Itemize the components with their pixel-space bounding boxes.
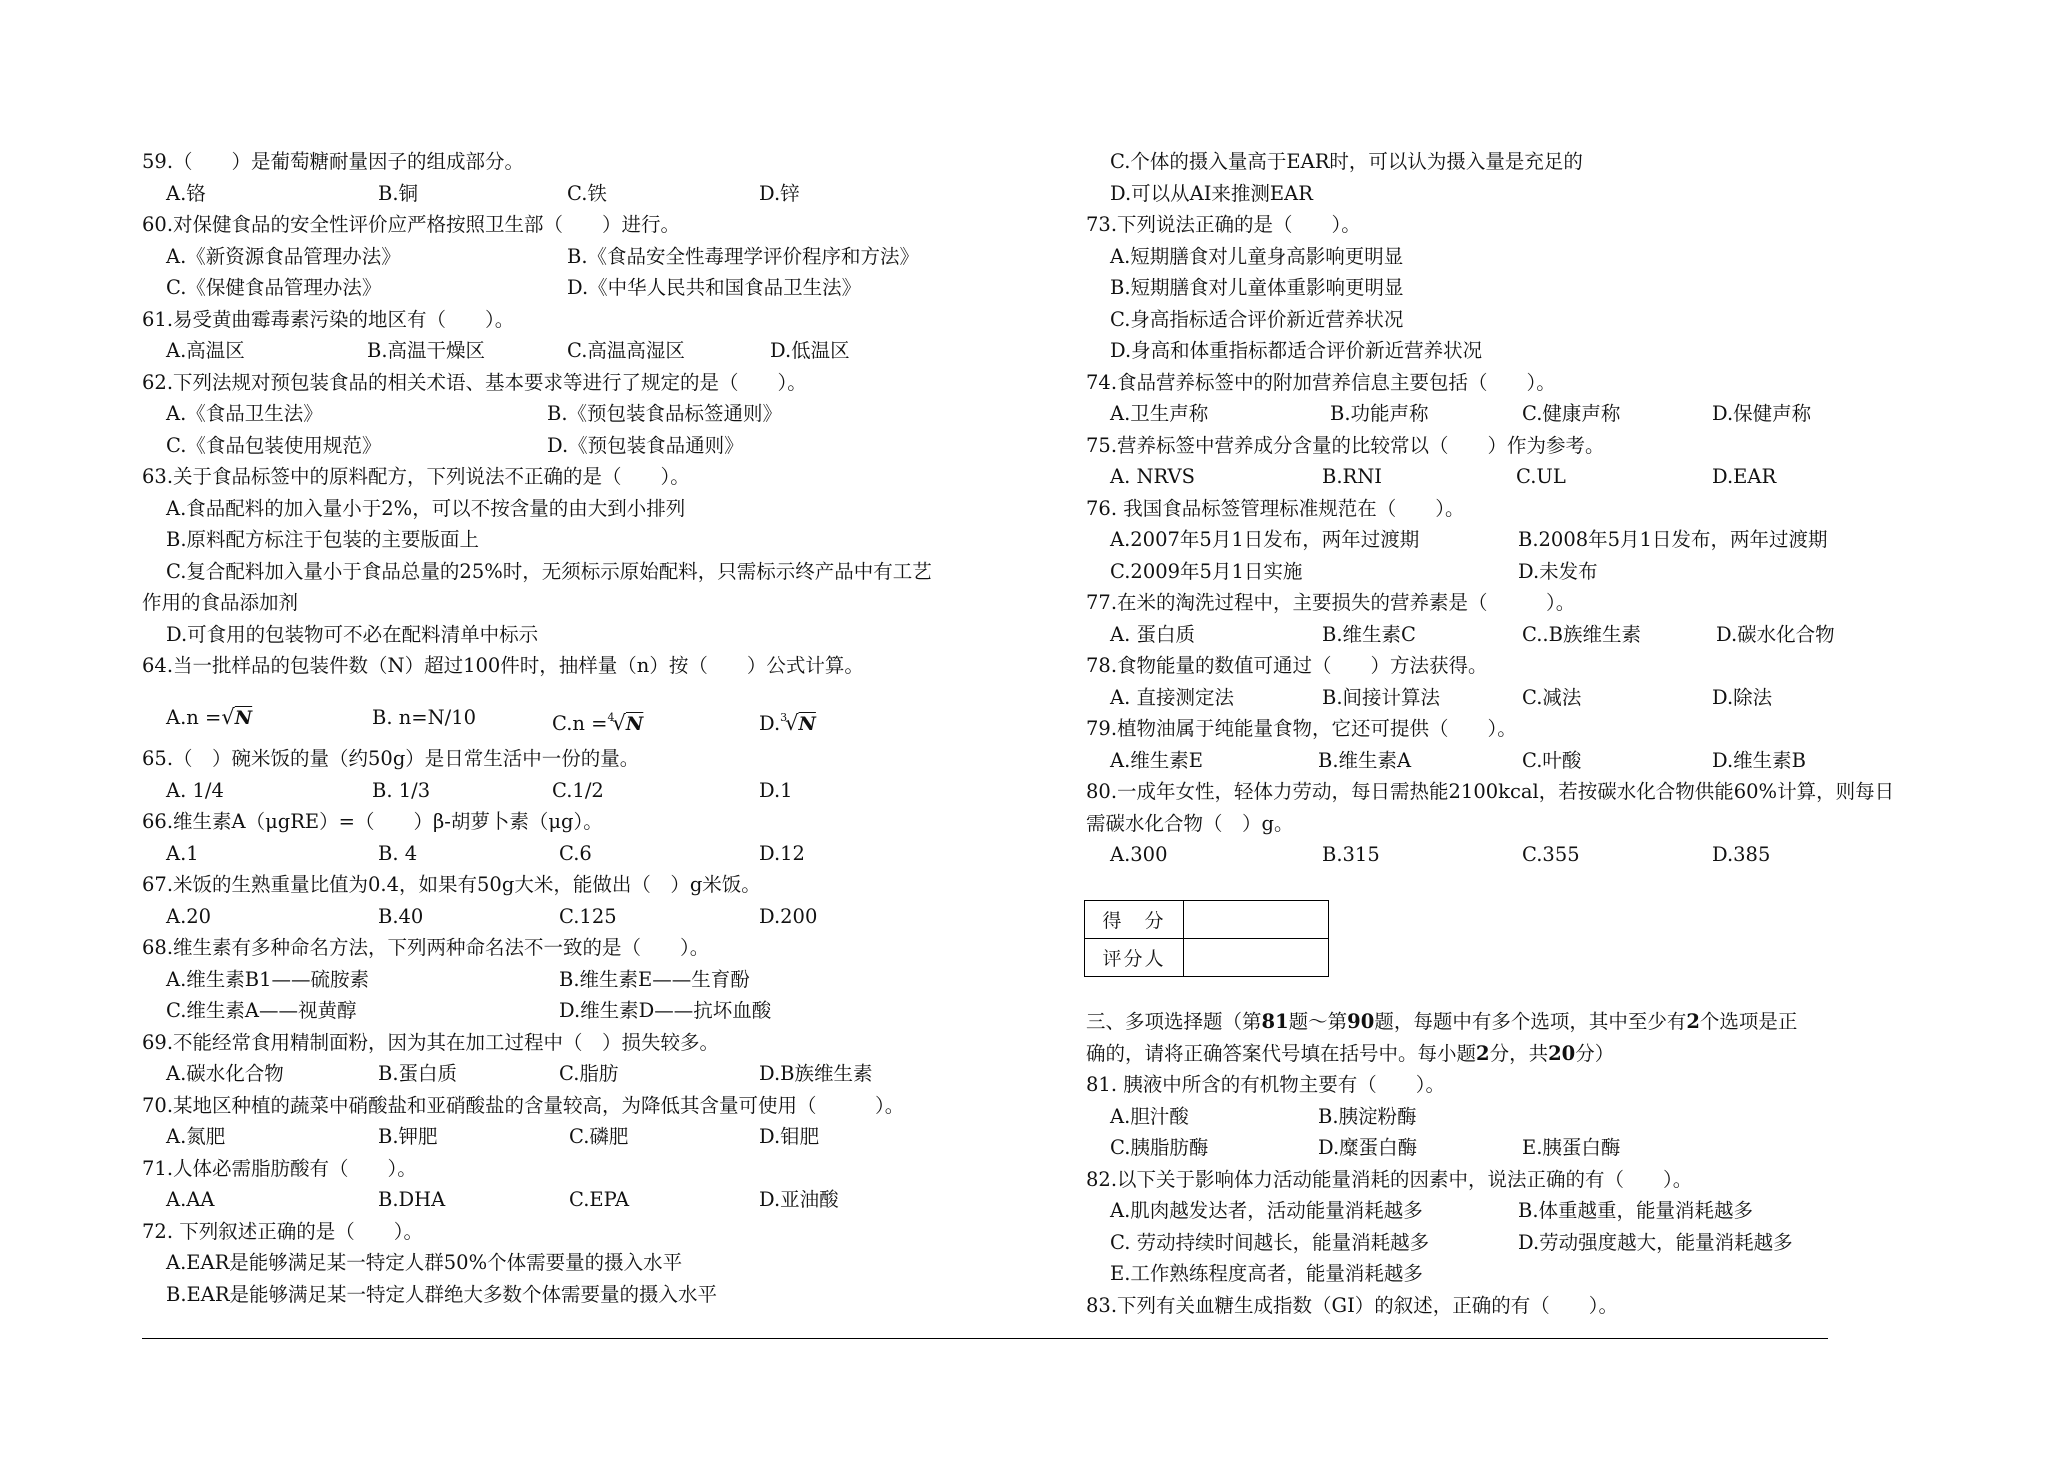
question-80: 80.一成年女性，轻体力劳动，每日需热能2100kcal，若按碳水化合物供能60%计算，则每日 (1086, 780, 1895, 803)
option-80-d[interactable]: D.385 (1712, 843, 1771, 866)
option-67-b[interactable]: B.40 (378, 904, 424, 928)
option-79-c[interactable]: C.叶酸 (1522, 748, 1582, 772)
option-81-e[interactable]: E.胰蛋白酶 (1522, 1136, 1621, 1159)
option-64-d[interactable]: D.$^3$√N (759, 710, 816, 735)
option-72-a[interactable]: A.EAR是能够满足某一特定人群50%个体需要量的摄入水平 (166, 1251, 683, 1274)
question-66: 66.维生素A（μgRE）=（ ）β-胡萝卜素（μg）。 (142, 810, 603, 833)
question-68: 68.维生素有多种命名方法，下列两种命名法不一致的是（ ）。 (142, 936, 710, 959)
option-75-a[interactable]: A. NRVS (1110, 465, 1195, 488)
option-82-a[interactable]: A.肌肉越发达者，活动能量消耗越多 (1110, 1199, 1423, 1222)
option-78-a[interactable]: A. 直接测定法 (1110, 685, 1234, 709)
option-69-c[interactable]: C.脂肪 (559, 1062, 619, 1085)
options-82-row1 (1086, 1195, 1956, 1227)
question-59: 59.（ ）是葡萄糖耐量因子的组成部分。 (142, 150, 525, 173)
question-72: 72. 下列叙述正确的是（ ）。 (142, 1219, 423, 1243)
option-62-c[interactable]: C.《食品包装使用规范》 (166, 433, 382, 457)
option-65-d[interactable]: D.1 (759, 778, 793, 802)
option-81-c[interactable]: C.胰脂肪酶 (1110, 1136, 1209, 1159)
options-81-row1 (1086, 1101, 1956, 1133)
options-82-row2 (1086, 1227, 1956, 1259)
options-80 (1086, 839, 1956, 871)
option-60-c[interactable]: C.《保健食品管理办法》 (166, 276, 382, 299)
question-76: 76. 我国食品标签管理标准规范在（ ）。 (1086, 496, 1465, 520)
option-67-a[interactable]: A.20 (166, 904, 212, 928)
option-70-a[interactable]: A.氮肥 (166, 1125, 226, 1148)
option-79-b[interactable]: B.维生素A (1318, 748, 1412, 772)
option-76-d[interactable]: D.未发布 (1518, 559, 1598, 583)
options-65 (142, 775, 1072, 807)
question-78: 78.食物能量的数值可通过（ ）方法获得。 (1086, 654, 1488, 677)
option-66-a[interactable]: A.1 (166, 841, 199, 865)
option-71-b[interactable]: B.DHA (378, 1188, 446, 1211)
option-77-b[interactable]: B.维生素C (1322, 622, 1416, 646)
question-67: 67.米饭的生熟重量比值为0.4，如果有50g大米，能做出（ ）g米饭。 (142, 873, 761, 896)
question-70: 70.某地区种植的蔬菜中硝酸盐和亚硝酸盐的含量较高，为降低其含量可使用（ ）。 (142, 1093, 905, 1117)
page-bottom-rule (142, 1338, 1828, 1339)
options-81-row2 (1086, 1132, 1956, 1164)
option-81-d[interactable]: D.糜蛋白酶 (1318, 1136, 1418, 1159)
options-78 (1086, 682, 1956, 714)
option-80-b[interactable]: B.315 (1322, 843, 1380, 866)
option-70-b[interactable]: B.钾肥 (378, 1125, 438, 1148)
question-71: 71.人体必需脂肪酸有（ ）。 (142, 1156, 417, 1180)
options-76-row2 (1086, 556, 1956, 588)
option-63-c-cont: 作用的食品添加剂 (142, 591, 299, 614)
options-62-row1 (142, 398, 1072, 430)
option-73-a[interactable]: A.短期膳食对儿童身高影响更明显 (1110, 244, 1404, 268)
question-62: 62.下列法规对预包装食品的相关术语、基本要求等进行了规定的是（ ）。 (142, 370, 807, 394)
question-82: 82.以下关于影响体力活动能量消耗的因素中，说法正确的有（ ）。 (1086, 1167, 1693, 1191)
option-70-c[interactable]: C.磷肥 (569, 1125, 629, 1148)
option-67-d[interactable]: D.200 (759, 904, 818, 928)
option-61-a[interactable]: A.高温区 (166, 339, 245, 362)
option-69-d[interactable]: D.B族维生素 (759, 1062, 873, 1085)
option-82-d[interactable]: D.劳动强度越大，能量消耗越多 (1518, 1230, 1793, 1254)
option-66-b[interactable]: B. 4 (378, 841, 418, 865)
option-74-d[interactable]: D.保健声称 (1712, 402, 1812, 425)
question-73: 73.下列说法正确的是（ ）。 (1086, 213, 1361, 236)
question-61: 61.易受黄曲霉毒素污染的地区有（ ）。 (142, 307, 515, 331)
question-74: 74.食品营养标签中的附加营养信息主要包括（ ）。 (1086, 370, 1556, 394)
option-63-b[interactable]: B.原料配方标注于包装的主要版面上 (166, 528, 480, 551)
option-81-a[interactable]: A.胆汁酸 (1110, 1104, 1189, 1128)
option-60-a[interactable]: A.《新资源食品管理办法》 (166, 244, 401, 268)
options-60-row2 (142, 272, 1072, 304)
option-80-a[interactable]: A.300 (1110, 843, 1168, 866)
question-79: 79.植物油属于纯能量食物，它还可提供（ ）。 (1086, 717, 1517, 740)
option-61-b[interactable]: B.高温干燥区 (367, 339, 486, 362)
question-77: 77.在米的淘洗过程中，主要损失的营养素是（ ）。 (1086, 591, 1576, 614)
option-62-d[interactable]: D.《预包装食品通则》 (547, 433, 744, 457)
option-79-a[interactable]: A.维生素E (1110, 748, 1204, 772)
options-67 (142, 901, 1072, 933)
options-60-row1 (142, 241, 1072, 273)
question-75: 75.营养标签中营养成分含量的比较常以（ ）作为参考。 (1086, 433, 1605, 457)
question-69: 69.不能经常食用精制面粉，因为其在加工过程中（ ）损失较多。 (142, 1030, 720, 1054)
option-80-c[interactable]: C.355 (1522, 843, 1580, 866)
option-61-c[interactable]: C.高温高湿区 (567, 339, 685, 362)
options-75 (1086, 461, 1956, 493)
question-80-cont: 需碳水化合物（ ）g。 (1086, 811, 1294, 835)
option-78-b[interactable]: B.间接计算法 (1322, 685, 1441, 709)
options-74 (1086, 398, 1956, 430)
option-61-d[interactable]: D.低温区 (770, 339, 850, 362)
option-71-c[interactable]: C.EPA (569, 1188, 630, 1211)
option-69-b[interactable]: B.蛋白质 (378, 1062, 458, 1085)
option-65-a[interactable]: A. 1/4 (166, 778, 224, 802)
options-64 (142, 702, 1072, 734)
options-79 (1086, 745, 1956, 777)
option-69-a[interactable]: A.碳水化合物 (166, 1062, 284, 1085)
option-74-c[interactable]: C.健康声称 (1522, 402, 1621, 425)
grader-field[interactable] (1184, 939, 1329, 977)
option-68-d[interactable]: D.维生素D——抗坏血酸 (559, 999, 772, 1022)
option-74-b[interactable]: B.功能声称 (1330, 402, 1429, 425)
option-59-a[interactable]: A.铬 (166, 181, 206, 205)
option-72-c[interactable]: C.个体的摄入量高于EAR时，可以认为摄入量是充足的 (1110, 150, 1583, 173)
option-77-d[interactable]: D.碳水化合物 (1716, 622, 1835, 646)
left-column (142, 146, 1072, 1310)
option-59-c[interactable]: C.铁 (567, 181, 607, 205)
option-75-d[interactable]: D.EAR (1712, 465, 1777, 488)
right-column (1086, 146, 1956, 871)
option-76-a[interactable]: A.2007年5月1日发布，两年过渡期 (1110, 528, 1420, 551)
option-60-d[interactable]: D.《中华人民共和国食品卫生法》 (567, 276, 862, 299)
option-60-b[interactable]: B.《食品安全性毒理学评价程序和方法》 (567, 244, 920, 268)
option-67-c[interactable]: C.125 (559, 904, 617, 928)
option-73-c[interactable]: C.身高指标适合评价新近营养状况 (1110, 307, 1404, 331)
options-66 (142, 838, 1072, 870)
option-82-e[interactable]: E.工作熟练程度高者，能量消耗越多 (1110, 1262, 1423, 1285)
option-62-b[interactable]: B.《预包装食品标签通则》 (547, 402, 783, 425)
option-63-c[interactable]: C.复合配料加入量小于食品总量的25%时，无须标示原始配料，只需标示终产品中有工艺 (166, 559, 932, 583)
option-75-b[interactable]: B.RNI (1322, 465, 1382, 488)
option-71-a[interactable]: A.AA (166, 1188, 215, 1211)
option-62-a[interactable]: A.《食品卫生法》 (166, 402, 323, 425)
question-60: 60.对保健食品的安全性评价应严格按照卫生部（ ）进行。 (142, 213, 681, 236)
option-72-b[interactable]: B.EAR是能够满足某一特定人群绝大多数个体需要量的摄入水平 (166, 1282, 718, 1306)
option-64-b[interactable]: B. n=N/10 (372, 705, 477, 729)
option-77-a[interactable]: A. 蛋白质 (1110, 622, 1195, 646)
question-83: 83.下列有关血糖生成指数（GI）的叙述，正确的有（ ）。 (1086, 1293, 1619, 1317)
option-72-d[interactable]: D.可以从AI来推测EAR (1110, 181, 1313, 205)
option-82-b[interactable]: B.体重越重，能量消耗越多 (1518, 1199, 1754, 1222)
question-64: 64.当一批样品的包装件数（N）超过100件时，抽样量（n）按（ ）公式计算。 (142, 654, 864, 677)
option-64-c[interactable]: C.n =$^4$√N (552, 710, 644, 735)
option-74-a[interactable]: A.卫生声称 (1110, 402, 1209, 425)
option-70-d[interactable]: D.钼肥 (759, 1125, 820, 1148)
option-73-d[interactable]: D.身高和体重指标都适合评价新近营养状况 (1110, 339, 1483, 362)
option-63-d[interactable]: D.可食用的包装物可不必在配料清单中标示 (166, 622, 539, 646)
option-68-c[interactable]: C.维生素A——视黄醇 (166, 999, 357, 1022)
options-82-row3 (1086, 1258, 1956, 1290)
grader-label: 评分人 (1085, 939, 1184, 977)
option-65-b[interactable]: B. 1/3 (372, 778, 431, 802)
options-59 (142, 178, 1072, 210)
option-59-b[interactable]: B.铜 (378, 181, 419, 205)
score-label: 得 分 (1085, 901, 1184, 939)
option-65-c[interactable]: C.1/2 (552, 778, 604, 802)
options-77 (1086, 619, 1956, 651)
option-82-c[interactable]: C. 劳动持续时间越长，能量消耗越多 (1110, 1230, 1430, 1254)
section-3-heading-line2: 确的，请将正确答案代号填在括号中。每小题2分，共20分） (1086, 1041, 1615, 1065)
option-76-b[interactable]: B.2008年5月1日发布，两年过渡期 (1518, 528, 1828, 551)
options-61 (142, 335, 1072, 367)
question-65: 65.（ ）碗米饭的量（约50g）是日常生活中一份的量。 (142, 747, 640, 770)
option-68-b[interactable]: B.维生素E——生育酚 (559, 967, 750, 991)
option-78-d[interactable]: D.除法 (1712, 685, 1773, 709)
score-table (1084, 900, 1329, 977)
option-78-c[interactable]: C.减法 (1522, 685, 1582, 709)
option-76-c[interactable]: C.2009年5月1日实施 (1110, 559, 1303, 583)
option-81-b[interactable]: B.胰淀粉酶 (1318, 1104, 1417, 1128)
options-69 (142, 1058, 1072, 1090)
option-59-d[interactable]: D.锌 (759, 181, 800, 205)
option-66-c[interactable]: C.6 (559, 841, 592, 865)
section-3 (1086, 1006, 1956, 1321)
option-71-d[interactable]: D.亚油酸 (759, 1188, 839, 1211)
option-79-d[interactable]: D.维生素B (1712, 748, 1806, 772)
question-81: 81. 胰液中所含的有机物主要有（ ）。 (1086, 1073, 1445, 1096)
option-75-c[interactable]: C.UL (1516, 465, 1566, 488)
question-63: 63.关于食品标签中的原料配方，下列说法不正确的是（ ）。 (142, 465, 690, 488)
options-70 (142, 1121, 1072, 1153)
options-68-row2 (142, 995, 1072, 1027)
option-66-d[interactable]: D.12 (759, 841, 805, 865)
option-64-a[interactable]: A.n =√N (166, 704, 253, 729)
options-68-row1 (142, 964, 1072, 996)
options-71 (142, 1184, 1072, 1216)
option-63-a[interactable]: A.食品配料的加入量小于2%，可以不按含量的由大到小排列 (166, 496, 686, 520)
section-3-heading-line1: 三、多项选择题（第81题～第90题，每题中有多个选项，其中至少有2个选项是正 (1086, 1010, 1798, 1033)
option-73-b[interactable]: B.短期膳食对儿童体重影响更明显 (1110, 276, 1404, 299)
options-76-row1 (1086, 524, 1956, 556)
score-field[interactable] (1184, 901, 1329, 939)
options-62-row2 (142, 430, 1072, 462)
option-77-c[interactable]: C..B族维生素 (1522, 622, 1641, 646)
option-68-a[interactable]: A.维生素B1——硫胺素 (166, 967, 370, 991)
